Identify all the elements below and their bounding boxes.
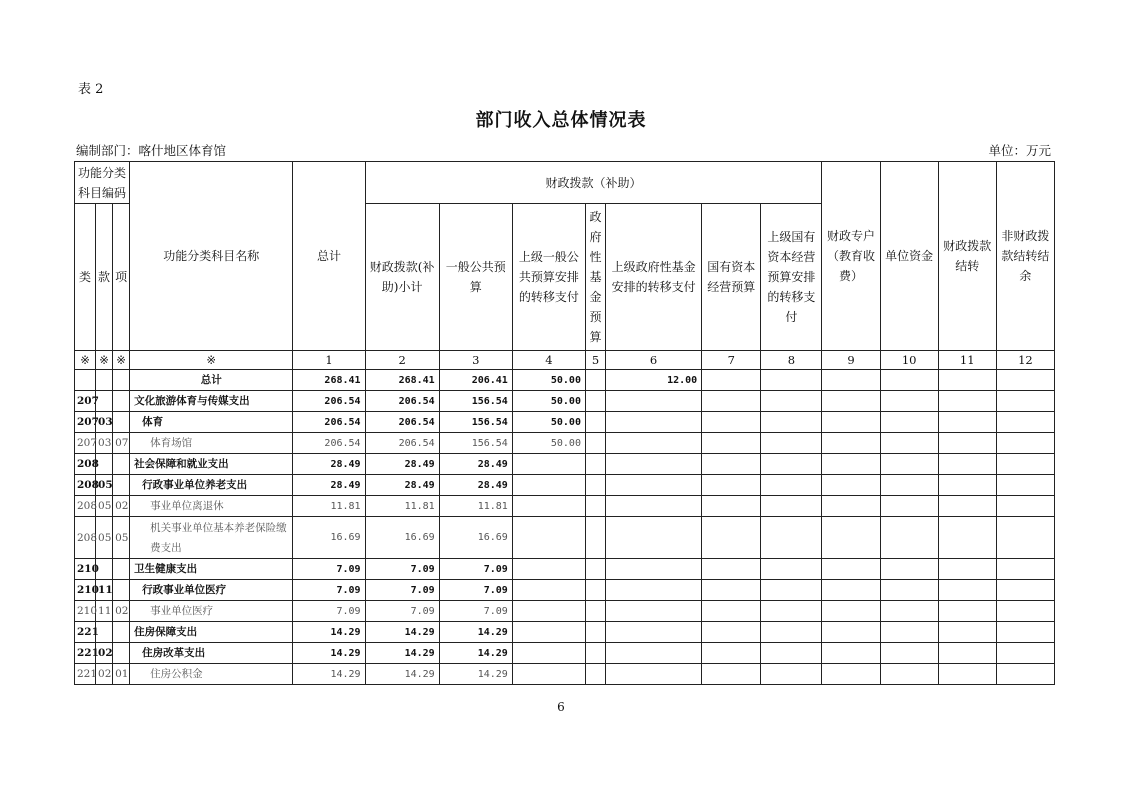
value-cell [512,622,585,643]
value-cell: 11.81 [293,496,365,517]
header-carryover: 财政拨款结转 [938,162,996,351]
code-lei: 221 [75,622,96,643]
value-cell [822,517,880,559]
value-cell [938,433,996,454]
code-kuan: 03 [96,412,113,433]
value-cell [702,517,761,559]
value-cell: 28.49 [293,475,365,496]
table-number: 表 2 [78,82,104,97]
column-index-cell: 10 [880,351,938,370]
code-lei: 208 [75,475,96,496]
column-index-cell: 5 [585,351,605,370]
header-lei: 类 [75,204,96,351]
value-cell [880,412,938,433]
value-cell [880,559,938,580]
value-cell: 206.54 [365,433,439,454]
compiling-department: 编制部门：喀什地区体育馆 [76,143,227,158]
code-lei: 207 [75,412,96,433]
value-cell: 16.69 [293,517,365,559]
value-cell [996,580,1054,601]
table-row [75,370,1055,391]
value-cell: 7.09 [293,580,365,601]
value-cell [880,517,938,559]
column-index-cell: 2 [365,351,439,370]
value-cell [606,433,702,454]
value-cell: 14.29 [365,643,439,664]
value-cell: 206.54 [365,391,439,412]
column-index-cell: ※ [75,351,96,370]
value-cell [761,622,822,643]
value-cell [996,643,1054,664]
value-cell [938,664,996,685]
value-cell: 28.49 [365,454,439,475]
value-cell: 14.29 [439,664,512,685]
header-total: 总计 [293,162,365,351]
value-cell: 50.00 [512,391,585,412]
code-kuan: 02 [96,664,113,685]
value-cell [761,643,822,664]
value-cell: 28.49 [439,454,512,475]
code-lei: 221 [75,643,96,664]
value-cell [702,370,761,391]
item-name: 事业单位医疗 [130,601,293,622]
value-cell [702,664,761,685]
value-cell [996,496,1054,517]
table-row [75,517,1055,559]
value-cell: 7.09 [439,559,512,580]
item-name: 文化旅游体育与传媒支出 [130,391,293,412]
value-cell [761,664,822,685]
value-cell [702,454,761,475]
value-cell [996,391,1054,412]
table-row [75,580,1055,601]
table-row [75,664,1055,685]
value-cell [606,622,702,643]
value-cell [702,475,761,496]
code-xiang: 05 [113,517,130,559]
value-cell: 28.49 [365,475,439,496]
value-cell [880,475,938,496]
column-index-row [75,351,1055,370]
value-cell: 11.81 [365,496,439,517]
item-name: 总计 [130,370,293,391]
page-number: 6 [557,700,565,714]
value-cell: 7.09 [365,559,439,580]
value-cell [996,559,1054,580]
value-cell [702,412,761,433]
code-xiang: 07 [113,433,130,454]
column-index-cell: 12 [996,351,1054,370]
header-col-fund-transfer: 上级政府性基金安排的转移支付 [606,204,702,351]
item-name: 社会保障和就业支出 [130,454,293,475]
value-cell [761,580,822,601]
value-cell [880,496,938,517]
value-cell [606,412,702,433]
value-cell [702,433,761,454]
code-kuan: 05 [96,517,113,559]
column-index-cell: ※ [130,351,293,370]
value-cell [585,496,605,517]
table-row [75,622,1055,643]
value-cell: 7.09 [293,601,365,622]
value-cell [938,580,996,601]
code-lei [75,370,96,391]
value-cell [606,517,702,559]
code-xiang [113,412,130,433]
value-cell [822,496,880,517]
header-code-group: 功能分类科目编码 [75,162,130,204]
value-cell [512,580,585,601]
code-kuan: 05 [96,475,113,496]
code-kuan [96,370,113,391]
value-cell: 156.54 [439,433,512,454]
value-cell: 7.09 [365,580,439,601]
value-cell: 7.09 [439,580,512,601]
value-cell: 206.54 [293,433,365,454]
value-cell: 14.29 [365,622,439,643]
code-lei: 208 [75,517,96,559]
item-name: 住房保障支出 [130,622,293,643]
code-lei: 210 [75,601,96,622]
header-kuan: 款 [96,204,113,351]
value-cell: 14.29 [439,622,512,643]
value-cell [702,622,761,643]
code-xiang: 02 [113,496,130,517]
value-cell [702,643,761,664]
page-title: 部门收入总体情况表 [475,110,647,131]
value-cell [822,622,880,643]
table-row [75,559,1055,580]
value-cell: 12.00 [606,370,702,391]
code-xiang [113,559,130,580]
value-cell: 14.29 [439,643,512,664]
code-xiang [113,475,130,496]
value-cell: 50.00 [512,412,585,433]
value-cell [702,601,761,622]
value-cell [822,580,880,601]
value-cell [585,580,605,601]
value-cell: 16.69 [439,517,512,559]
value-cell [880,370,938,391]
value-cell [822,559,880,580]
value-cell [938,496,996,517]
value-cell [938,517,996,559]
value-cell [761,454,822,475]
item-name: 卫生健康支出 [130,559,293,580]
value-cell [996,370,1054,391]
header-col-general-budget: 一般公共预算 [439,204,512,351]
income-table [74,161,1055,685]
value-cell: 16.69 [365,517,439,559]
currency-unit: 单位：万元 [988,143,1051,158]
value-cell [880,664,938,685]
code-kuan: 02 [96,643,113,664]
value-cell [761,496,822,517]
code-kuan: 11 [96,601,113,622]
value-cell [585,412,605,433]
value-cell [822,475,880,496]
value-cell [938,475,996,496]
item-name: 行政事业单位医疗 [130,580,293,601]
value-cell [880,580,938,601]
value-cell [996,664,1054,685]
code-kuan: 11 [96,580,113,601]
code-xiang: 02 [113,601,130,622]
value-cell [761,433,822,454]
value-cell [585,601,605,622]
code-lei: 221 [75,664,96,685]
value-cell: 14.29 [293,643,365,664]
value-cell [938,622,996,643]
value-cell: 50.00 [512,433,585,454]
value-cell [996,601,1054,622]
value-cell [938,412,996,433]
value-cell: 14.29 [293,622,365,643]
value-cell: 156.54 [439,391,512,412]
column-index-cell: 7 [702,351,761,370]
value-cell [585,622,605,643]
value-cell: 28.49 [293,454,365,475]
value-cell [512,601,585,622]
item-name: 行政事业单位养老支出 [130,475,293,496]
code-lei: 210 [75,580,96,601]
value-cell [585,391,605,412]
table-row [75,496,1055,517]
value-cell [822,391,880,412]
value-cell [822,664,880,685]
value-cell [512,643,585,664]
value-cell: 7.09 [365,601,439,622]
value-cell [880,454,938,475]
header-xiang: 项 [113,204,130,351]
value-cell [938,601,996,622]
item-name: 机关事业单位基本养老保险缴费支出 [130,517,293,559]
header-name: 功能分类科目名称 [130,162,293,351]
code-xiang [113,580,130,601]
code-kuan: 05 [96,496,113,517]
table-row [75,412,1055,433]
value-cell [996,622,1054,643]
value-cell [702,391,761,412]
value-cell [606,559,702,580]
header-col-general-transfer: 上级一般公共预算安排的转移支付 [512,204,585,351]
value-cell [822,412,880,433]
value-cell [761,517,822,559]
table-row [75,643,1055,664]
value-cell [822,433,880,454]
value-cell [512,496,585,517]
code-xiang [113,622,130,643]
item-name: 体育 [130,412,293,433]
code-lei: 208 [75,454,96,475]
value-cell [880,643,938,664]
value-cell: 11.81 [439,496,512,517]
column-index-cell: 4 [512,351,585,370]
value-cell [585,559,605,580]
value-cell [880,601,938,622]
value-cell [880,433,938,454]
value-cell: 14.29 [293,664,365,685]
value-cell: 28.49 [439,475,512,496]
column-index-cell: ※ [96,351,113,370]
value-cell [606,580,702,601]
value-cell [822,601,880,622]
table-row [75,601,1055,622]
column-index-cell: 9 [822,351,880,370]
value-cell [996,517,1054,559]
value-cell: 206.41 [439,370,512,391]
value-cell [512,664,585,685]
column-index-cell: 11 [938,351,996,370]
column-index-cell: 3 [439,351,512,370]
value-cell [938,559,996,580]
item-name: 事业单位离退休 [130,496,293,517]
value-cell [996,433,1054,454]
value-cell [585,643,605,664]
value-cell: 7.09 [293,559,365,580]
value-cell [702,559,761,580]
table-row [75,475,1055,496]
value-cell: 206.54 [293,412,365,433]
column-index-cell: 1 [293,351,365,370]
table-row [75,454,1055,475]
value-cell [702,496,761,517]
code-lei: 210 [75,559,96,580]
value-cell [761,370,822,391]
value-cell [996,412,1054,433]
value-cell [938,370,996,391]
value-cell [606,643,702,664]
header-col-subtotal: 财政拨款(补助)小计 [365,204,439,351]
code-lei: 207 [75,433,96,454]
value-cell [938,643,996,664]
value-cell: 268.41 [293,370,365,391]
value-cell [938,454,996,475]
value-cell [761,601,822,622]
value-cell [512,454,585,475]
header-nonfiscal: 非财政拨款结转结余 [996,162,1054,351]
header-fiscal-group: 财政拨款（补助） [365,162,822,204]
value-cell [606,475,702,496]
value-cell: 14.29 [365,664,439,685]
value-cell [822,370,880,391]
value-cell [702,580,761,601]
header-col-state-capital-transfer: 上级国有资本经营预算安排的转移支付 [761,204,822,351]
value-cell [938,391,996,412]
value-cell [880,622,938,643]
value-cell [761,475,822,496]
value-cell [512,559,585,580]
item-name: 住房改革支出 [130,643,293,664]
value-cell [512,517,585,559]
item-name: 住房公积金 [130,664,293,685]
header-special-account: 财政专户（教育收费） [822,162,880,351]
value-cell: 206.54 [293,391,365,412]
column-index-cell: ※ [113,351,130,370]
value-cell [761,391,822,412]
value-cell [585,370,605,391]
code-xiang [113,370,130,391]
table-row [75,391,1055,412]
code-lei: 208 [75,496,96,517]
value-cell: 268.41 [365,370,439,391]
value-cell [606,664,702,685]
header-unit-funds: 单位资金 [880,162,938,351]
value-cell: 50.00 [512,370,585,391]
code-lei: 207 [75,391,96,412]
header-col-state-capital: 国有资本经营预算 [702,204,761,351]
value-cell [996,454,1054,475]
value-cell [606,391,702,412]
column-index-cell: 6 [606,351,702,370]
value-cell [606,454,702,475]
value-cell [822,454,880,475]
value-cell: 156.54 [439,412,512,433]
header-col-fund-budget: 政府性基金预算 [585,204,605,351]
value-cell [761,559,822,580]
value-cell [585,475,605,496]
value-cell [585,517,605,559]
code-xiang [113,391,130,412]
item-name: 体育场馆 [130,433,293,454]
column-index-cell: 8 [761,351,822,370]
value-cell [761,412,822,433]
code-xiang: 01 [113,664,130,685]
value-cell [606,601,702,622]
value-cell [880,391,938,412]
value-cell: 7.09 [439,601,512,622]
value-cell [512,475,585,496]
value-cell [585,454,605,475]
code-xiang [113,454,130,475]
value-cell [996,475,1054,496]
value-cell [606,496,702,517]
code-xiang [113,643,130,664]
table-row [75,433,1055,454]
value-cell [585,664,605,685]
value-cell [822,643,880,664]
value-cell [585,433,605,454]
value-cell: 206.54 [365,412,439,433]
code-kuan: 03 [96,433,113,454]
